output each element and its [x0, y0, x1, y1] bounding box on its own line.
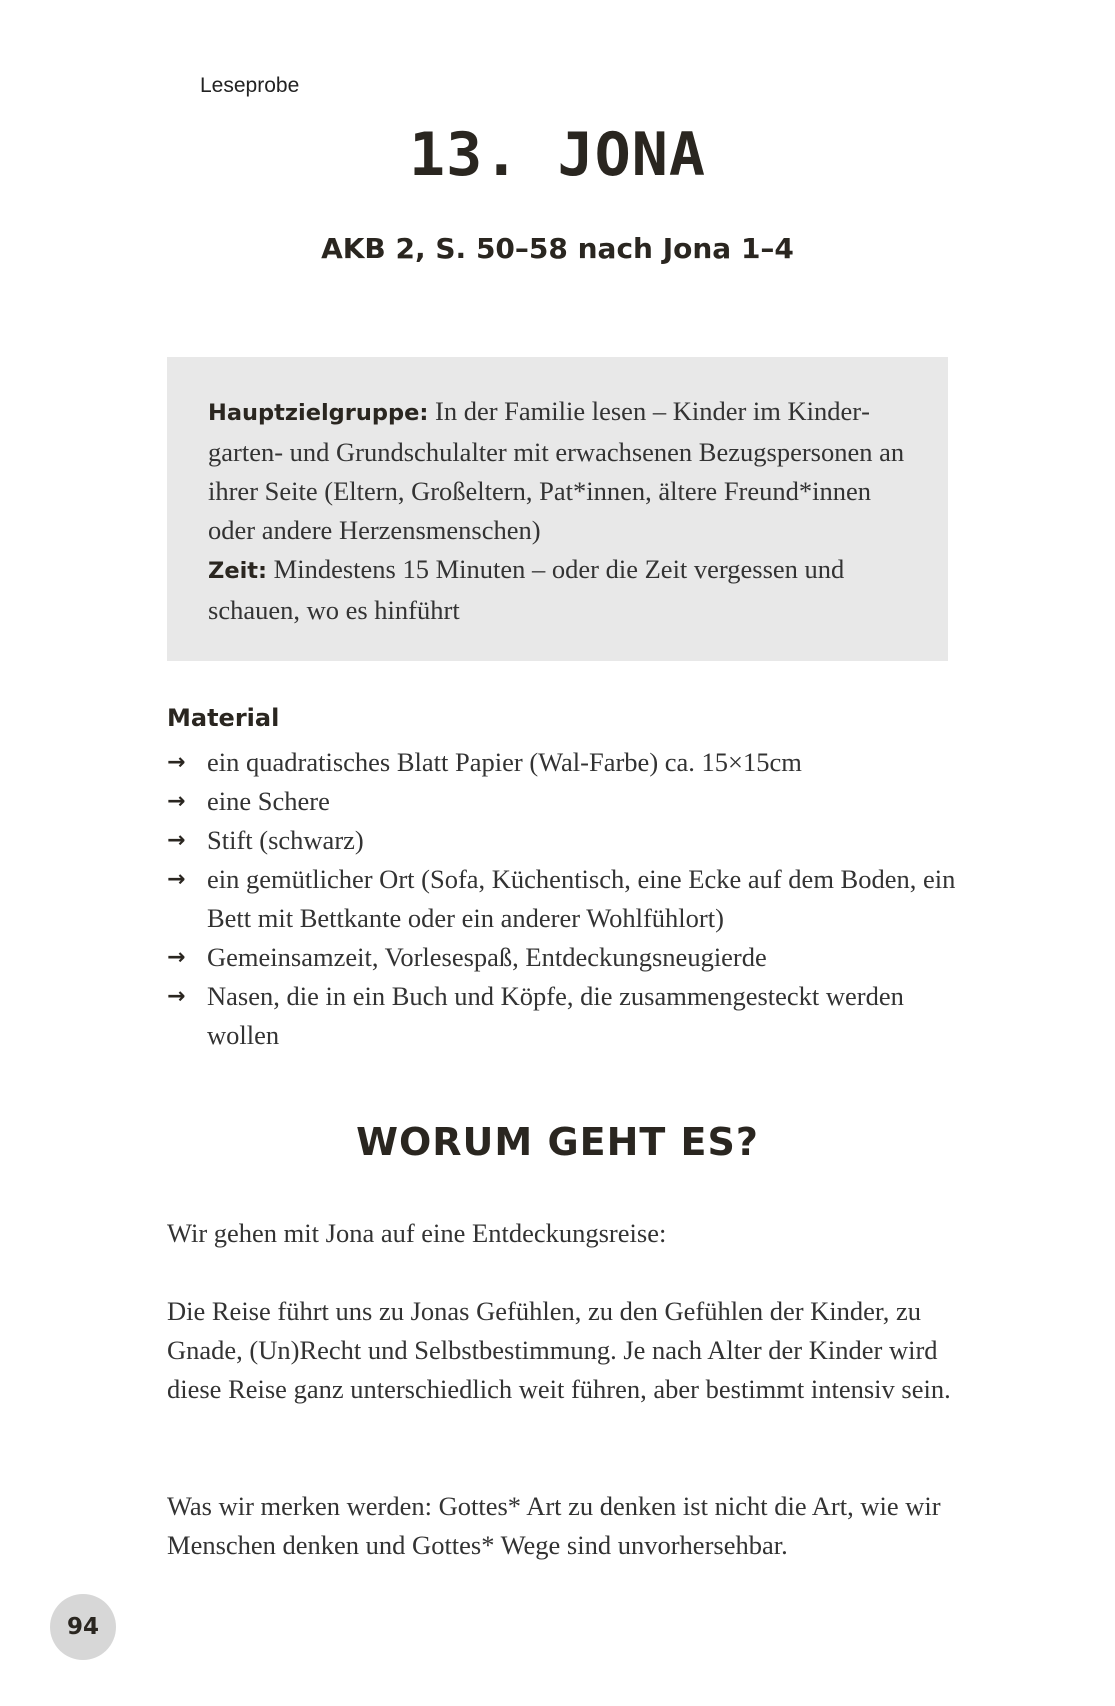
- material-heading: Material: [167, 704, 280, 732]
- leseprobe-label: Leseprobe: [200, 74, 300, 97]
- arrow-icon: →: [167, 789, 186, 814]
- body-paragraph: Wir gehen mit Jona auf eine Entdeckungsreise:: [167, 1218, 667, 1248]
- list-item: → Stift (schwarz): [167, 821, 957, 860]
- list-item: → eine Schere: [167, 782, 957, 821]
- arrow-icon: →: [167, 867, 186, 892]
- section-heading: WORUM GEHT ES?: [356, 1120, 759, 1164]
- arrow-icon: →: [167, 828, 186, 853]
- target-group-label: Hauptzielgruppe:: [208, 400, 429, 426]
- target-group-text: In der Familie lesen – Kinder im Kindergarten- und Grundschulalter mit erwachsenen Bezugspersonen an ihrer Seite (Eltern, Großeltern, Pat*innen, ältere Freund*innen oder andere Herzensmenschen): [208, 396, 905, 545]
- chapter-title: 13. JONA: [409, 120, 706, 190]
- arrow-icon: →: [167, 750, 186, 775]
- arrow-icon: →: [167, 945, 186, 970]
- material-list: [167, 743, 957, 1055]
- target-group-paragraph: [208, 392, 908, 550]
- list-item: → Nasen, die in ein Buch und Köpfe, die zusammengesteckt werden wollen: [167, 977, 957, 1055]
- page-number: 94: [50, 1594, 116, 1660]
- body-paragraph: Die Reise führt uns zu Jonas Gefühlen, zu den Gefühlen der Kinder, zu Gnade, (Un)Recht und Selbstbestimmung. Je nach Alter der Kinder wird diese Reise ganz unterschiedlich weit führen, aber bestimmt intensiv sein.: [167, 1296, 951, 1404]
- arrow-icon: →: [167, 984, 186, 1009]
- time-text: Mindestens 15 Minuten – oder die Zeit vergessen und schauen, wo es hinführt: [208, 554, 845, 625]
- list-item: → Gemeinsamzeit, Vorlesespaß, Entdeckungsneugierde: [167, 938, 957, 977]
- chapter-subtitle: AKB 2, S. 50–58 nach Jona 1–4: [321, 232, 794, 265]
- time-label: Zeit:: [208, 558, 268, 584]
- list-item: → ein gemütlicher Ort (Sofa, Küchentisch, eine Ecke auf dem Boden, ein Bett mit Bettkante oder ein anderer Wohlfühlort): [167, 860, 957, 938]
- list-item: → ein quadratisches Blatt Papier (Wal-Farbe) ca. 15×15cm: [167, 743, 957, 782]
- body-paragraph: Was wir merken werden: Gottes* Art zu denken ist nicht die Art, wie wir Menschen denken und Gottes* Wege sind unvorhersehbar.: [167, 1491, 941, 1560]
- info-box: [167, 357, 948, 661]
- time-paragraph: [208, 550, 908, 630]
